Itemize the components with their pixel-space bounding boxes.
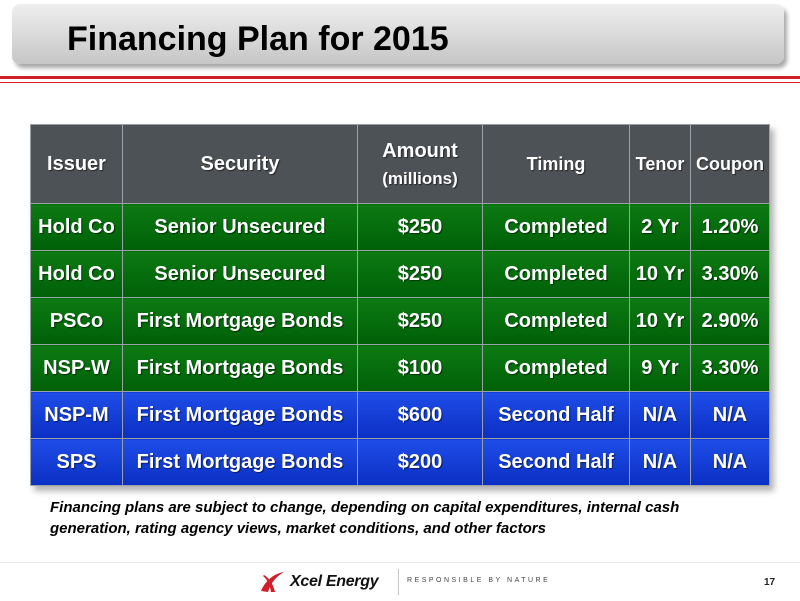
cell-amount: $250 [358, 298, 483, 345]
cell-issuer: PSCo [31, 298, 123, 345]
cell-timing: Completed [483, 204, 630, 251]
cell-amount: $600 [358, 392, 483, 439]
xcel-swoosh-icon [258, 569, 286, 595]
header-amount [358, 125, 483, 204]
cell-security: First Mortgage Bonds [123, 392, 358, 439]
cell-security: First Mortgage Bonds [123, 298, 358, 345]
cell-timing: Completed [483, 298, 630, 345]
cell-issuer: NSP-W [31, 345, 123, 392]
table-row [31, 298, 770, 345]
cell-timing: Second Half [483, 392, 630, 439]
title-divider-thin [0, 82, 800, 83]
footer-divider [398, 569, 399, 595]
header-timing: Timing [483, 125, 630, 204]
cell-coupon: 1.20% [691, 204, 770, 251]
cell-security: First Mortgage Bonds [123, 439, 358, 486]
header-amount-unit: (millions) [382, 168, 458, 188]
slide-title: Financing Plan for 2015 [67, 20, 449, 58]
cell-issuer: Hold Co [31, 251, 123, 298]
cell-amount: $250 [358, 251, 483, 298]
cell-issuer: NSP-M [31, 392, 123, 439]
cell-timing: Completed [483, 251, 630, 298]
cell-security: Senior Unsecured [123, 204, 358, 251]
brand-tagline: RESPONSIBLE BY NATURE [407, 577, 551, 584]
cell-coupon: 2.90% [691, 298, 770, 345]
title-bar [12, 4, 784, 64]
disclaimer-note: Financing plans are subject to change, depending on capital expenditures, internal cash generation, rating agency views, market conditions, and other factors [50, 499, 680, 537]
cell-tenor: N/A [630, 392, 691, 439]
header-issuer: Issuer [31, 125, 123, 204]
table-row [31, 439, 770, 486]
table-row [31, 251, 770, 298]
cell-amount: $250 [358, 204, 483, 251]
cell-security: Senior Unsecured [123, 251, 358, 298]
cell-coupon: 3.30% [691, 345, 770, 392]
header-amount-label: Amount [382, 139, 458, 162]
cell-security: First Mortgage Bonds [123, 345, 358, 392]
cell-timing: Second Half [483, 439, 630, 486]
brand-name: Xcel Energy [290, 573, 379, 590]
title-divider [0, 76, 800, 79]
header-tenor: Tenor [630, 125, 691, 204]
cell-coupon: N/A [691, 439, 770, 486]
financing-table [30, 124, 770, 486]
header-coupon: Coupon [691, 125, 770, 204]
cell-coupon: N/A [691, 392, 770, 439]
cell-tenor: 2 Yr [630, 204, 691, 251]
cell-tenor: 10 Yr [630, 298, 691, 345]
table-row [31, 392, 770, 439]
cell-amount: $100 [358, 345, 483, 392]
cell-amount: $200 [358, 439, 483, 486]
footer [0, 562, 800, 601]
cell-timing: Completed [483, 345, 630, 392]
cell-tenor: 9 Yr [630, 345, 691, 392]
cell-coupon: 3.30% [691, 251, 770, 298]
cell-tenor: 10 Yr [630, 251, 691, 298]
cell-issuer: SPS [31, 439, 123, 486]
cell-issuer: Hold Co [31, 204, 123, 251]
table-row [31, 204, 770, 251]
cell-tenor: N/A [630, 439, 691, 486]
table-header-row [31, 125, 770, 204]
header-security: Security [123, 125, 358, 204]
table-row [31, 345, 770, 392]
page-number: 17 [764, 577, 776, 588]
